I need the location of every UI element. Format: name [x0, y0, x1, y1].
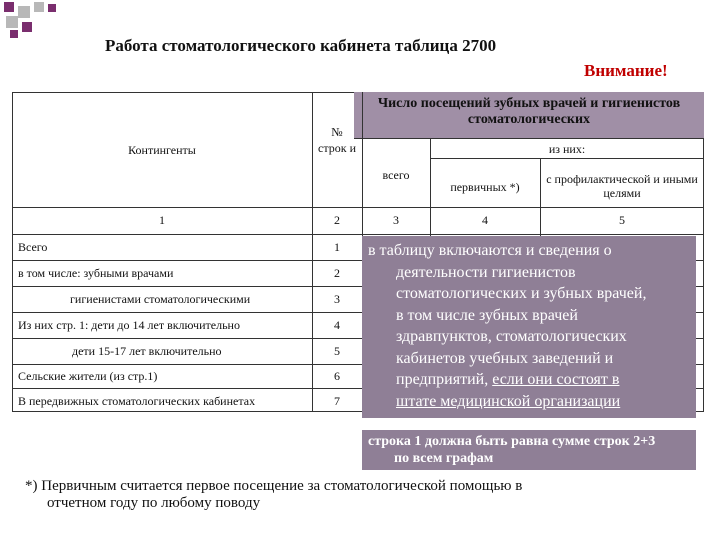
table-row-label: в том числе: зубными врачами [18, 266, 174, 280]
table-row-num: 6 [334, 369, 340, 383]
table-row-label: Всего [18, 240, 48, 254]
table-row-num: 2 [334, 266, 340, 280]
footnote-line: *) Первичным считается первое посещение за стоматологической помощью в [25, 478, 523, 494]
note-overlay [362, 236, 696, 418]
note-line: в том числе зубных врачей [396, 306, 578, 324]
rule-line: строка 1 должна быть равна сумме строк 2+3 [368, 434, 656, 449]
note-line: кабинетов учебных заведений и [396, 349, 614, 367]
note-line: предприятий, [396, 371, 489, 388]
col-number-5: 5 [619, 213, 625, 227]
footnote-line: отчетном году по любому поводу [47, 495, 261, 511]
table-row-num: 3 [334, 292, 340, 306]
header-visits: Число посещений зубных врачей и гигиенистов стоматологических [377, 96, 681, 127]
header-contingents: Контингенты [128, 143, 196, 157]
table-row-label: Из них стр. 1: дети до 14 лет включительно [18, 318, 240, 332]
col-number-4: 4 [482, 213, 488, 227]
table-row-num: 1 [334, 240, 340, 254]
note-line: здравпунктов, стоматологических [396, 328, 627, 345]
col-number-2: 2 [334, 213, 340, 227]
header-of-them: из них: [548, 142, 586, 156]
table-row-label: гигиенистами стоматологическими [70, 292, 251, 306]
header-total: всего [382, 168, 410, 182]
warning-label: Внимание! [584, 61, 668, 80]
header-primary: первичных *) [450, 180, 520, 194]
col-number-1: 1 [159, 213, 165, 227]
table-row-label: Сельские жители (из стр.1) [18, 369, 158, 383]
footnote [25, 478, 665, 512]
note-line-underlined: штате медицинской организации [396, 392, 621, 410]
note-line: деятельности гигиенистов [396, 263, 576, 281]
table-row-label: дети 15-17 лет включительно [72, 344, 222, 358]
rule-note [362, 430, 696, 470]
table-row-num: 4 [334, 318, 340, 332]
header-row-no: № строк и [318, 125, 356, 155]
table-row-label: В передвижных стоматологических кабинетах [18, 394, 256, 408]
table-row-num: 7 [334, 394, 340, 408]
table-row-num: 5 [334, 344, 340, 358]
rule-line: по всем графам [394, 451, 494, 466]
col-number-3: 3 [393, 213, 399, 227]
note-line: стоматологических и зубных врачей, [396, 285, 647, 302]
decor-squares [0, 0, 70, 42]
page-title: Работа стоматологического кабинета таблица 2700 [105, 36, 497, 55]
note-line: в таблицу включаются и сведения о [368, 242, 612, 259]
note-line-underlined: если они состоят в [492, 371, 620, 388]
header-prophylactic: с профилактической и иными целями [546, 172, 698, 200]
